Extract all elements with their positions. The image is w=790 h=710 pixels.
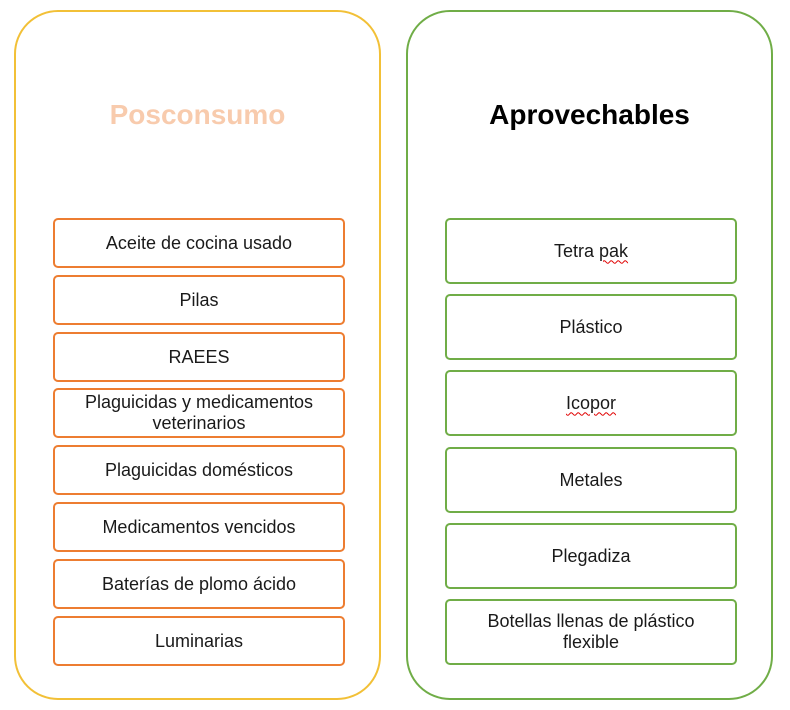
aprovechables-item-label: Botellas llenas de plástico flexible [487,611,695,652]
aprovechables-item [445,294,737,360]
posconsumo-panel [14,10,381,700]
posconsumo-item [53,275,345,325]
posconsumo-item [53,502,345,552]
posconsumo-item [53,445,345,495]
posconsumo-item-label: Plaguicidas y medicamentos veterinarios [84,392,314,433]
aprovechables-title: Aprovechables [489,99,690,130]
posconsumo-item-label: Pilas [179,289,219,310]
aprovechables-panel [406,10,773,700]
posconsumo-item [53,559,345,609]
posconsumo-item [53,616,345,666]
aprovechables-item [445,523,737,589]
aprovechables-item-label: Plástico [559,316,623,337]
aprovechables-item-label: Metales [559,469,623,490]
aprovechables-item-label: Tetra pak [553,240,629,261]
posconsumo-item-label: Aceite de cocina usado [105,232,293,253]
aprovechables-item-label: Icopor [565,392,617,413]
posconsumo-item-label: Medicamentos vencidos [102,516,296,537]
posconsumo-item-label: Luminarias [154,630,244,651]
aprovechables-item [445,599,737,665]
aprovechables-item [445,370,737,436]
posconsumo-item [53,388,345,438]
posconsumo-item [53,332,345,382]
posconsumo-title: Posconsumo [109,99,286,130]
aprovechables-item [445,218,737,284]
aprovechables-item-label: Plegadiza [551,545,631,566]
posconsumo-item [53,218,345,268]
posconsumo-item-label: Plaguicidas domésticos [104,459,294,480]
posconsumo-item-label: RAEES [168,346,230,367]
posconsumo-item-label: Baterías de plomo ácido [101,573,297,594]
aprovechables-item [445,447,737,513]
